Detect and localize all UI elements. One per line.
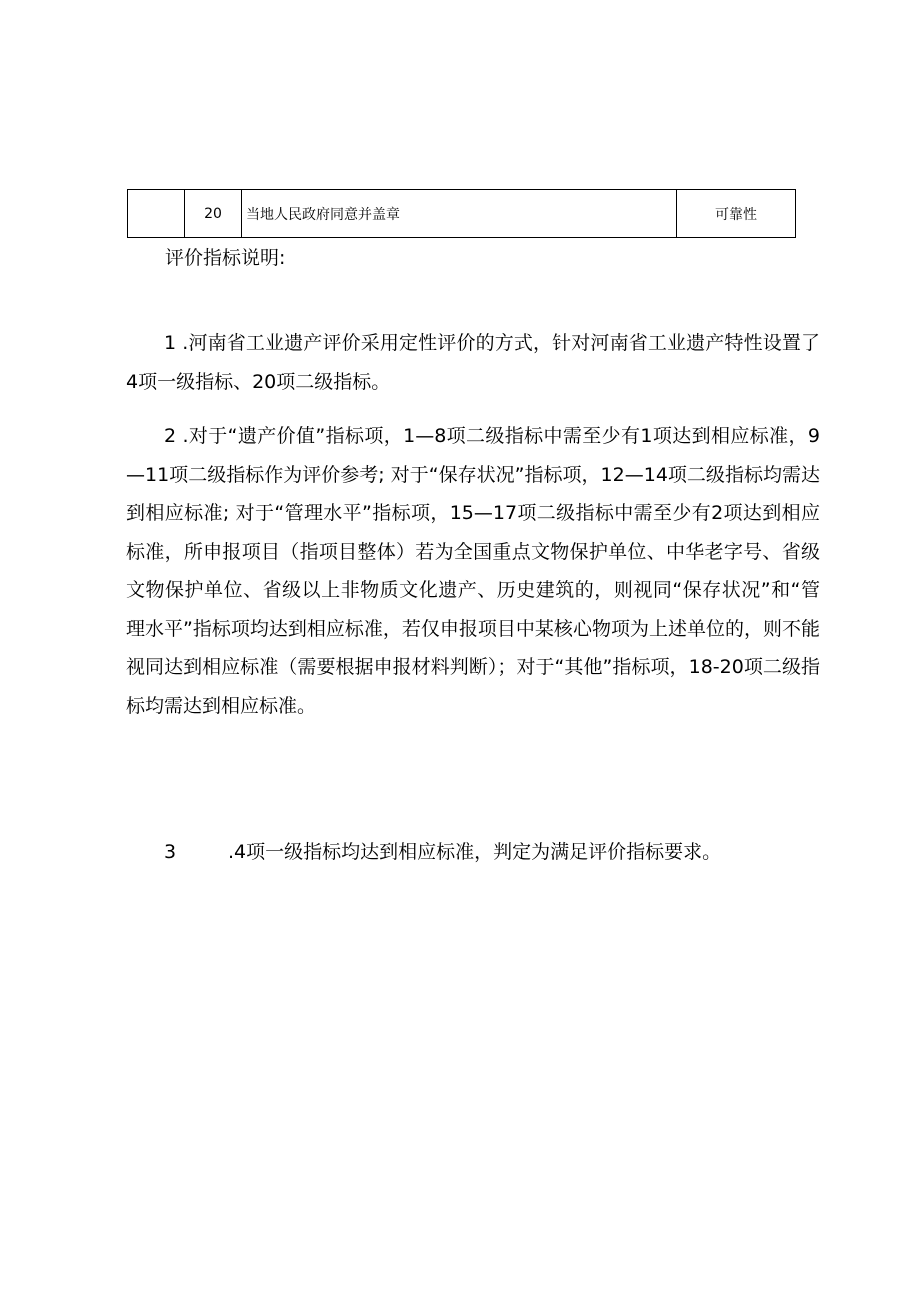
- paragraph-3-number: 3: [164, 841, 177, 863]
- paragraph-2: 2 .对于“遗产价值”指标项，1—8项二级指标中需至少有1项达到相应标准，9—11项二级指标作为评价参考; 对于“保存状况”指标项，12—14项二级指标均需达到相应标准; 对于“管理水平”指标项，15—17项二级指标中需至少有2项达到相应标准，所申报项目（指项目整体）若为全国重点文物保护单位、中华老字号、省级文物保护单位、省级以上非物质文化遗产、历史建筑的，则视同“保存状况”和“管理水平”指标项均达到相应标准，若仅申报项目中某核心物项为上述单位的，则不能视同达到相应标准（需要根据申报材料判断）；对于“其他”指标项，18-20项二级指标均需达到相应标准。: [126, 425, 820, 717]
- table-row: [128, 190, 796, 238]
- indicator-table: [127, 189, 796, 238]
- table-cell-index: 20: [185, 190, 242, 238]
- table-cell-category: 可靠性: [677, 190, 796, 238]
- paragraph-3: [164, 833, 721, 872]
- paragraph-1: 1 .河南省工业遗产评价采用定性评价的方式，针对河南省工业遗产特性设置了4项一级指标、20项二级指标。: [126, 332, 820, 393]
- section-heading: 评价指标说明:: [165, 247, 286, 269]
- table-cell-content: 当地人民政府同意并盖章: [242, 190, 677, 238]
- table-cell-empty: [128, 190, 185, 238]
- indicator-table-grid: [127, 189, 796, 238]
- paragraph-3-text: .4项一级指标均达到相应标准，判定为满足评价指标要求。: [228, 841, 722, 863]
